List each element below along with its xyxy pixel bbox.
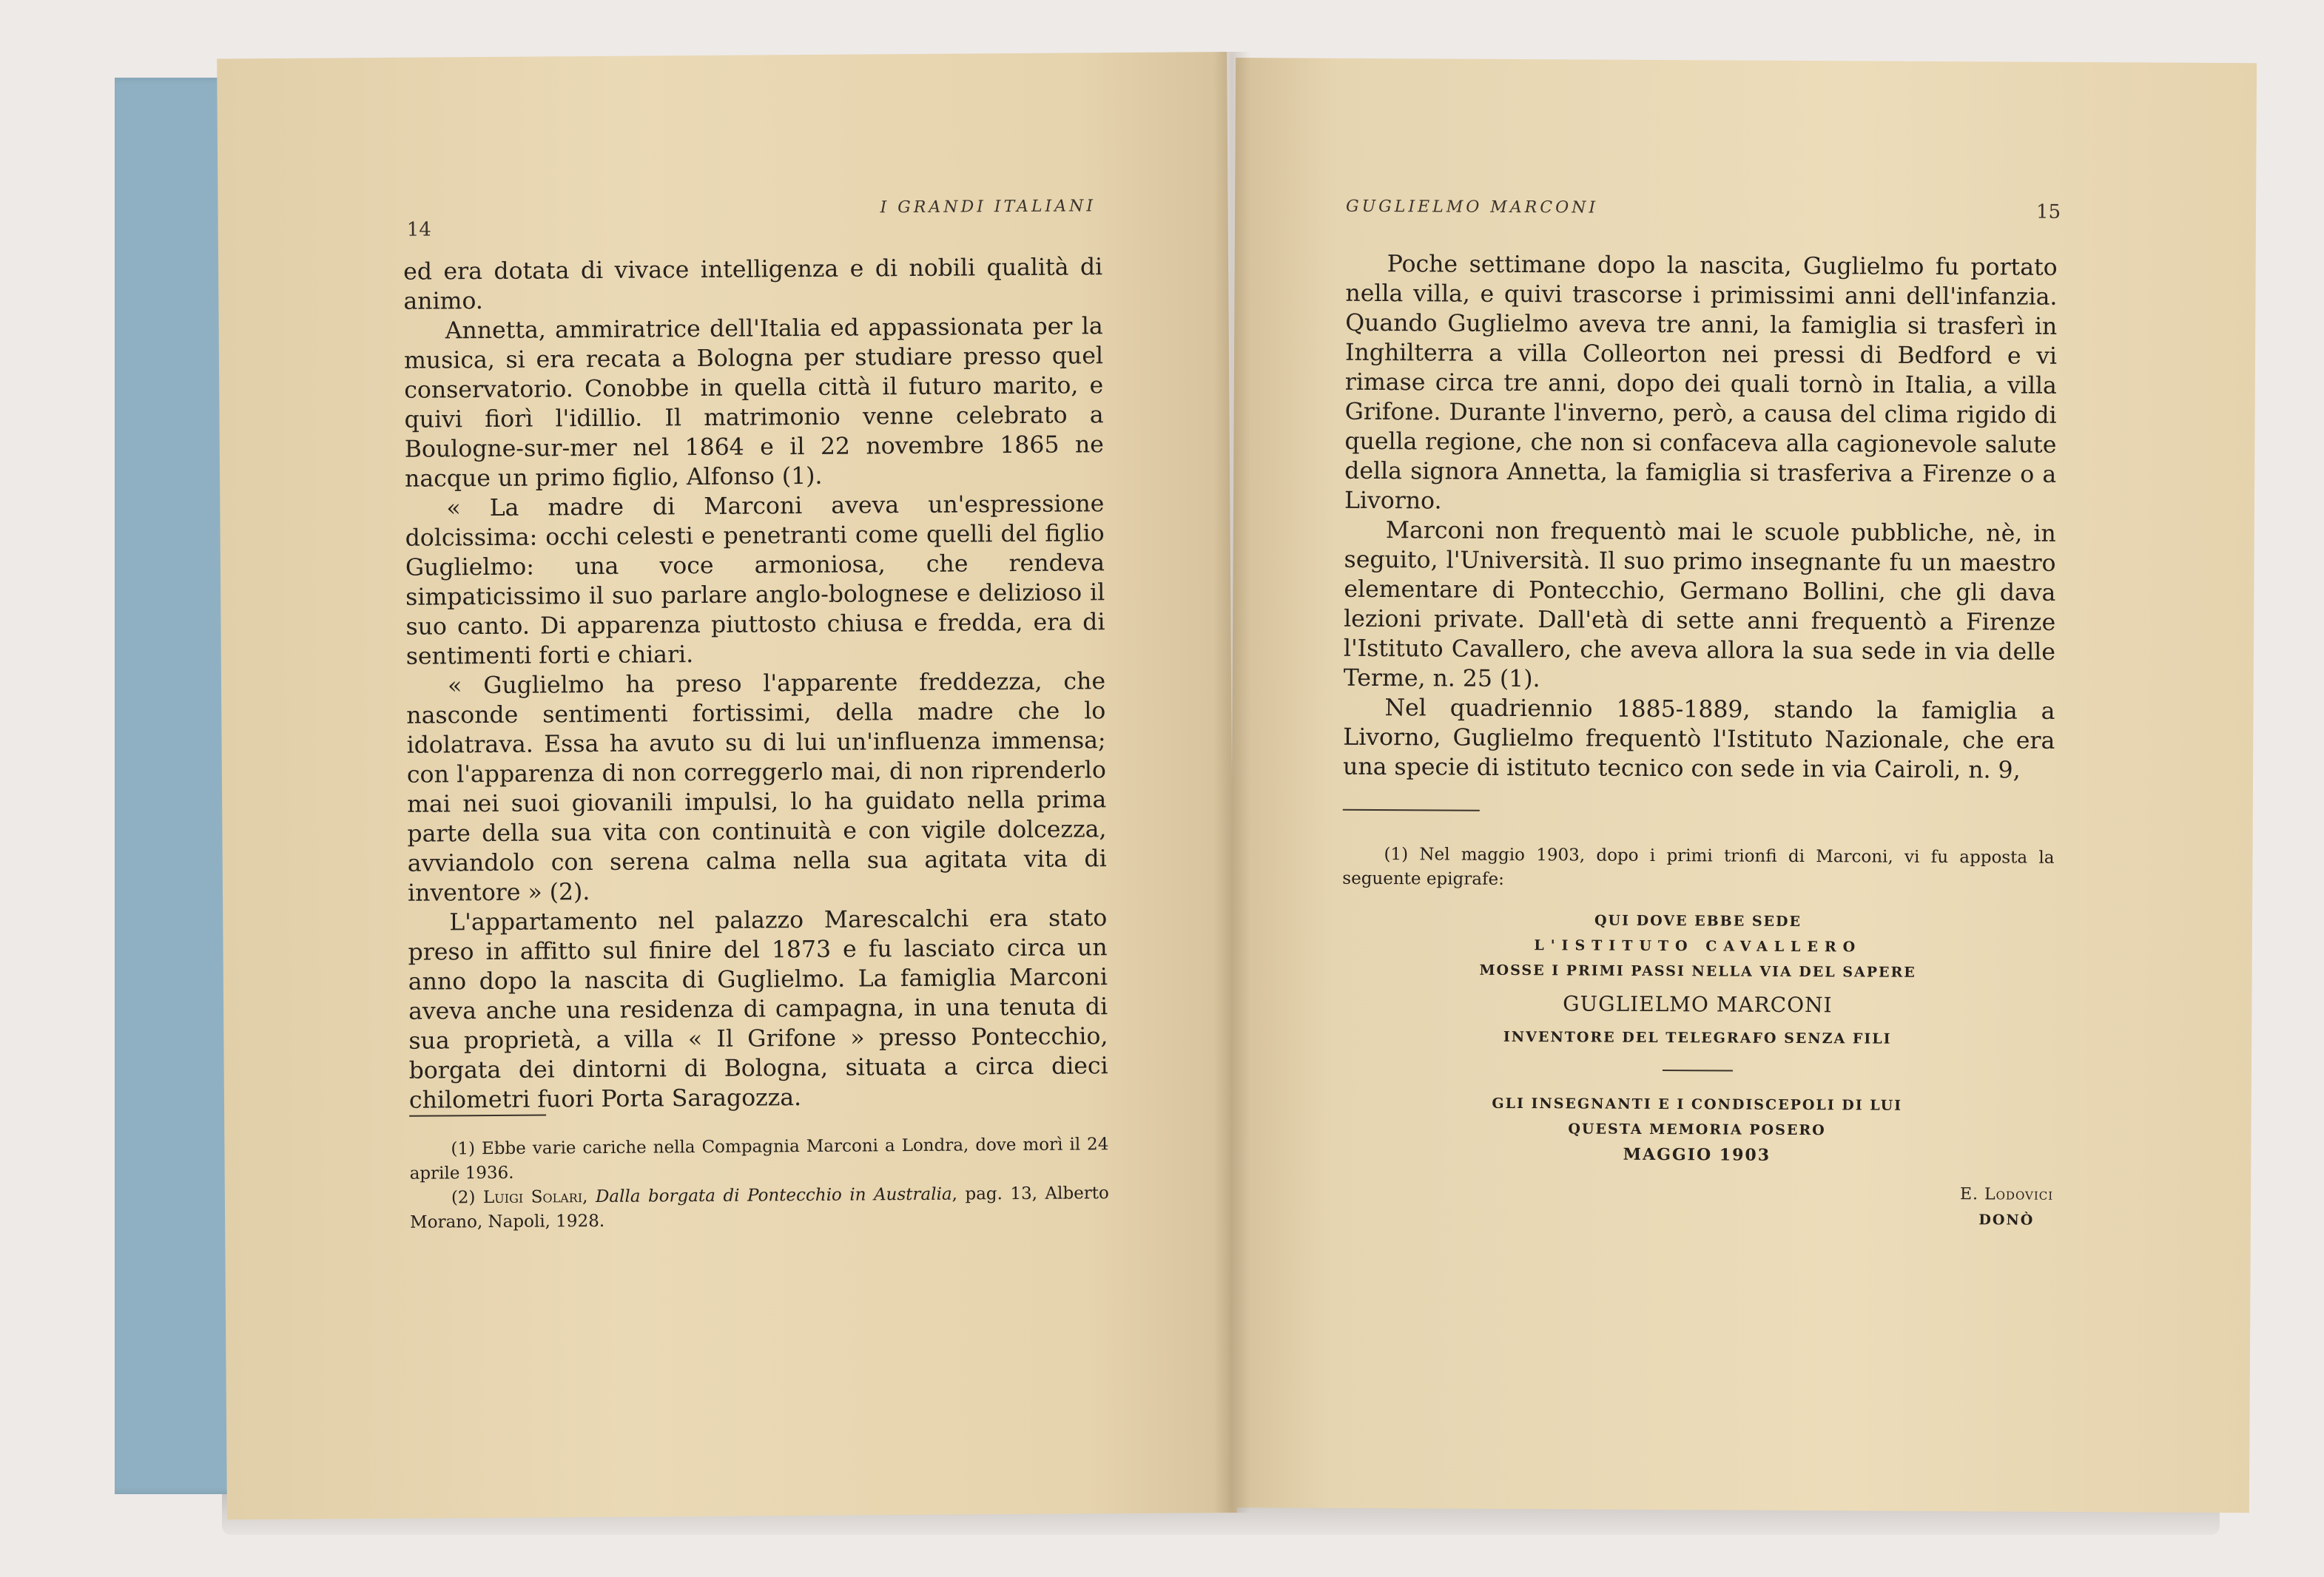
footnote-rule — [409, 1114, 546, 1116]
right-page — [1228, 58, 2257, 1513]
paragraph: « La madre di Marconi aveva un'espressione dolcissima: occhi celesti e penetranti come quelli del figlio Guglielmo: una voce armoniosa, che rendeva simpaticissimo il suo parlare anglo-bolognese e delizioso il suo canto. Di apparenza piuttosto chiusa e fredda, era di sentimenti forti e chiari. — [405, 490, 1105, 670]
footnote: (1) Ebbe varie cariche nella Compagnia Marconi a Londra, dove morì il 24 aprile 1936. — [409, 1135, 1109, 1183]
epigraph-name: GUGLIELMO MARCONI — [1563, 991, 1833, 1018]
paragraph: L'appartamento nel palazzo Marescalchi era stato preso in affitto sul finire del 1873 e fu lasciato circa un anno dopo la nascita di Guglielmo. La famiglia Marconi aveva anche una residenza di campagna, in una tenuta di sua proprietà, a villa « Il Grifone » presso Pontecchio, borgata dei dintorni di Bologna, situata a circa dieci chilometri fuori Porta Saragozza. — [408, 905, 1108, 1114]
signature — [1933, 1182, 2081, 1233]
signature-name: E. Lodovici — [1959, 1185, 2054, 1204]
epigraph-line: MOSSE I PRIMI PASSI NELLA VIA DEL SAPERE — [1479, 962, 1916, 981]
epigraph — [1341, 907, 2054, 1169]
footnote-marker: (2) — [451, 1188, 476, 1208]
footnote-rule — [1343, 809, 1480, 811]
left-body-text — [403, 252, 1108, 1115]
footnote: (1) Nel maggio 1903, dopo i primi trionfi di Marconi, vi fu apposta la seguente epigrafe: — [1342, 845, 2055, 889]
left-page — [217, 52, 1237, 1519]
paragraph: Annetta, ammiratrice dell'Italia ed appassionata per la musica, si era recata a Bologna per studiare presso quel conservatorio. Conobbe in quella città il futuro marito, e quivi fiorì l'idillio. Il matrimonio venne celebrato a Boulogne-sur-mer nel 1864 e il 22 novembre 1865 ne nacque un primo figlio, Alfonso (1). — [403, 313, 1104, 493]
left-footnotes — [409, 1132, 1109, 1235]
footnote-author: Luigi Solari — [482, 1187, 583, 1208]
epigraph-line: GLI INSEGNANTI E I CONDISCEPOLI DI LUI — [1492, 1095, 1903, 1114]
signature-word: DONÒ — [1978, 1212, 2035, 1229]
paragraph: Poche settimane dopo la nascita, Guglielmo fu portato nella villa, e quivi trascorse i primissimi anni dell'infanzia. Quando Guglielmo aveva tre anni, la famiglia si trasferì in Inghilterra a villa Colleorton nei pressi di Bedford e vi rimase circa tre anni, dopo dei quali tornò in Italia, a villa Grifone. Durante l'inverno, però, a causa del clima rigido di quella regione, che non si confaceva alla cagionevole salute della signora Annetta, la famiglia si trasferiva a Firenze o a Livorno. — [1344, 251, 2058, 515]
paragraph: Marconi non frequentò mai le scuole pubbliche, nè, in seguito, l'Università. Il suo primo insegnante fu un maestro elementare di Pontecchio, Germano Bollini, che gli dava lezioni private. Dall'età di sette anni frequentò a Firenze l'Istituto Cavallero, che aveva allora la sua sede in via delle Terme, n. 25 (1). — [1343, 517, 2056, 693]
paragraph: ed era dotata di vivace intelligenza e di nobili qualità di animo. — [403, 254, 1103, 315]
epigraph-line: INVENTORE DEL TELEGRAFO SENZA FILI — [1503, 1028, 1892, 1047]
page-number: 14 — [406, 218, 431, 241]
epigraph-line: QUI DOVE EBBE SEDE — [1594, 912, 1802, 931]
running-head: GUGLIELMO MARCONI — [1346, 197, 1599, 217]
footnote: (2) Luigi Solari, Dalla borgata di Pontecchio in Australia, pag. 13, Alberto Morano, Napoli, 1928. — [410, 1183, 1109, 1232]
page-number: 15 — [2035, 200, 2061, 223]
book-gutter — [1213, 52, 1250, 1513]
epigraph-line: QUESTA MEMORIA POSERO — [1568, 1121, 1826, 1139]
running-head: I GRANDI ITALIANI — [880, 197, 1097, 217]
right-footnote — [1342, 842, 2054, 895]
epigraph-date: MAGGIO 1903 — [1623, 1144, 1771, 1165]
footnote-title: Dalla borgata di Pontecchio in Australia — [595, 1184, 952, 1207]
paragraph: « Guglielmo ha preso l'apparente freddezza, che nasconde sentimenti fortissimi, della madre che lo idolatrava. Essa ha avuto su di lui un'influenza immensa; con l'apparenza di non correggerlo mai, di non riprenderlo mai nei suoi giovanili impulsi, lo ha guidato nella prima parte della sua vita con continuità e con vigile dolcezza, avviandolo con serena calma nella sua agitata vita di inventore » (2). — [406, 668, 1107, 907]
right-body-text — [1343, 249, 2058, 786]
footnote-rest: , pag. 13, Alberto Morano, Napoli, 1928. — [410, 1183, 1109, 1232]
paragraph: Nel quadriennio 1885-1889, stando la famiglia a Livorno, Guglielmo frequentò l'Istituto Nazionale, che era una specie di istituto tecnico con sede in via Cairoli, n. 9, — [1343, 695, 2055, 784]
epigraph-line: L'ISTITUTO CAVALLERO — [1534, 937, 1862, 956]
epigraph-rule — [1662, 1070, 1732, 1071]
